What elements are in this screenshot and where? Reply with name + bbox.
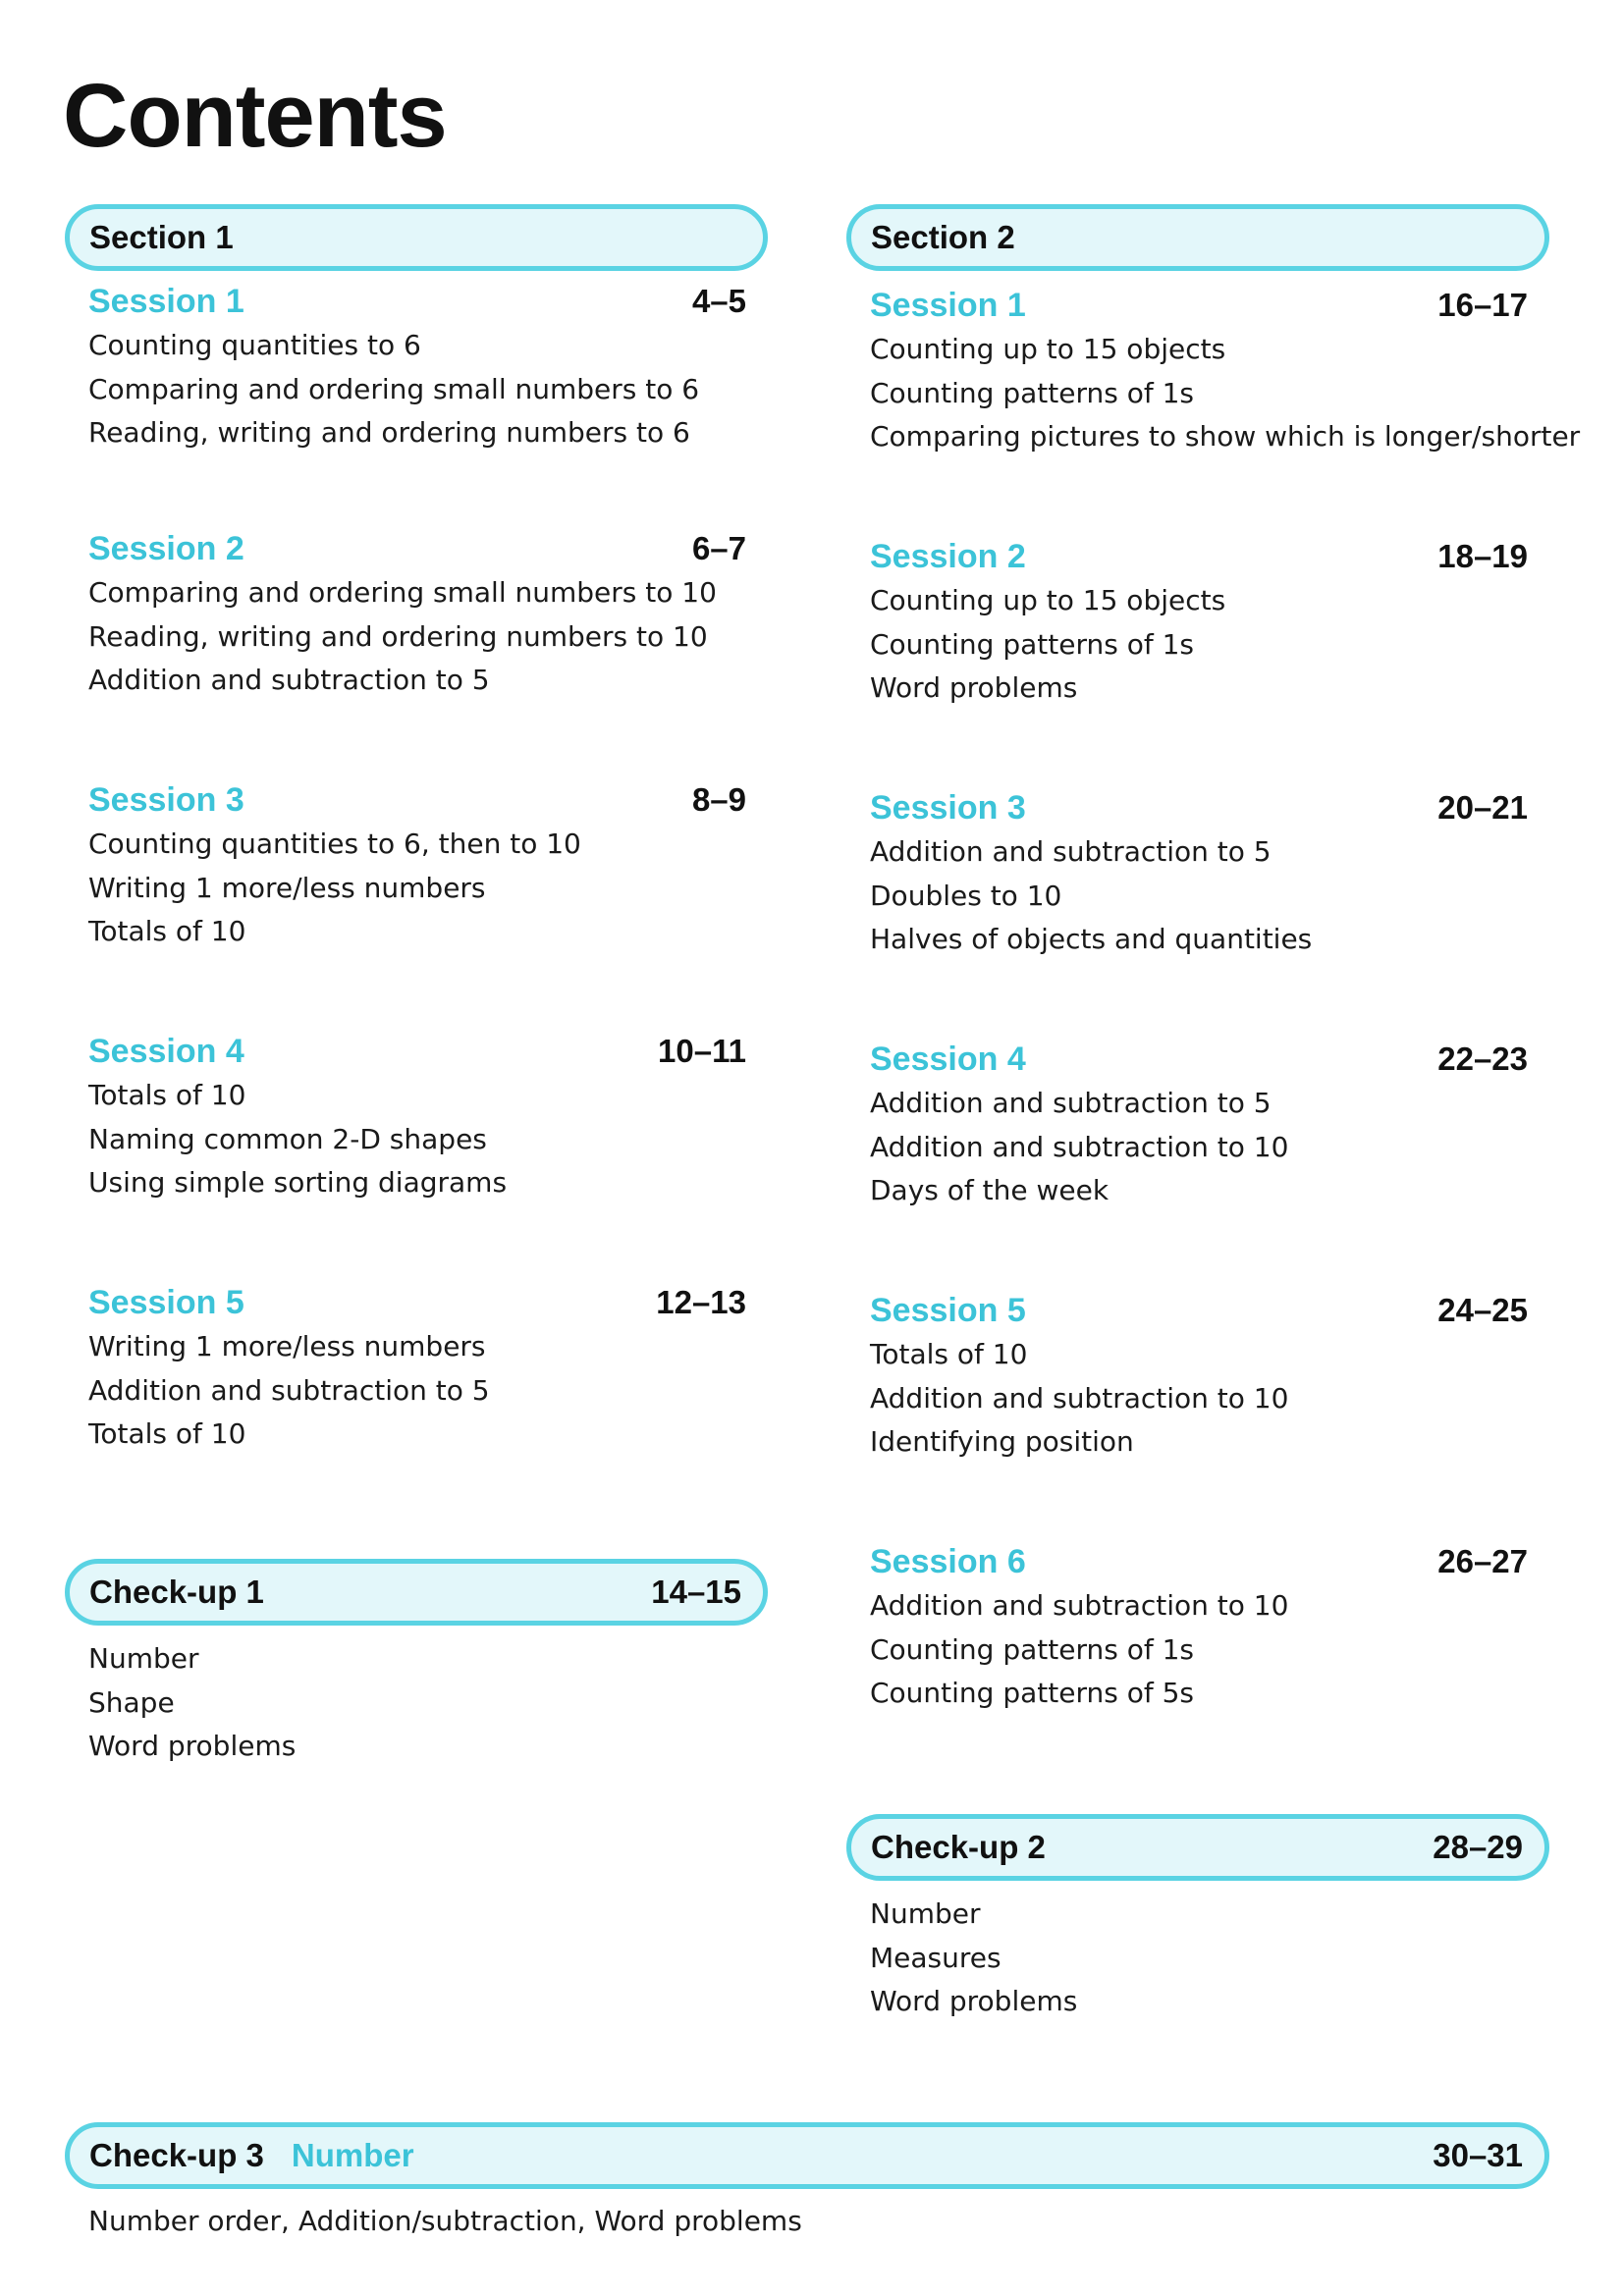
topic-item: Writing 1 more/less numbers bbox=[88, 871, 486, 904]
session-pages: 18–19 bbox=[1437, 538, 1528, 574]
section-1-session-3[interactable] bbox=[88, 777, 746, 954]
topic-item: Comparing and ordering small numbers to 10 bbox=[88, 576, 717, 609]
session-title[interactable]: Session 3 bbox=[88, 780, 244, 819]
session-title[interactable]: Session 2 bbox=[870, 537, 1026, 575]
topic-item: Naming common 2-D shapes bbox=[88, 1122, 487, 1155]
checkup-2[interactable] bbox=[846, 1814, 1549, 2024]
section-1-header bbox=[65, 204, 768, 271]
checkup-3-subtitle: Number bbox=[291, 2137, 414, 2173]
section-2-label: Section 2 bbox=[871, 219, 1015, 255]
topic-item: Number bbox=[870, 1897, 981, 1930]
topic-item: Reading, writing and ordering numbers to 6 bbox=[88, 416, 690, 449]
topic-item: Comparing pictures to show which is longer/shorter bbox=[870, 420, 1581, 453]
session-title[interactable]: Session 5 bbox=[88, 1283, 244, 1321]
section-2-header bbox=[846, 204, 1549, 271]
topic-item: Counting quantities to 6 bbox=[88, 329, 421, 361]
topic-item: Word problems bbox=[870, 1985, 1078, 2017]
section-1-session-5[interactable] bbox=[88, 1280, 746, 1457]
section-1-session-1[interactable] bbox=[88, 279, 746, 455]
page-title: Contents bbox=[63, 66, 447, 166]
topic-item: Addition and subtraction to 5 bbox=[870, 1087, 1272, 1119]
section-1-session-4[interactable] bbox=[88, 1029, 746, 1205]
topic-item: Counting patterns of 1s bbox=[870, 376, 1195, 409]
section-1-label: Section 1 bbox=[89, 219, 234, 255]
session-pages: 26–27 bbox=[1437, 1543, 1528, 1579]
section-2-session-1[interactable] bbox=[870, 283, 1581, 459]
session-title[interactable]: Session 1 bbox=[870, 286, 1026, 324]
topic-item: Days of the week bbox=[870, 1174, 1110, 1206]
checkup-3[interactable] bbox=[65, 2122, 1549, 2189]
checkup-2-pages: 28–29 bbox=[1433, 1829, 1523, 1865]
session-title[interactable]: Session 3 bbox=[870, 788, 1026, 827]
topic-item: Totals of 10 bbox=[88, 1417, 246, 1450]
session-pages: 22–23 bbox=[1437, 1041, 1528, 1077]
topic-item: Addition and subtraction to 5 bbox=[870, 835, 1272, 868]
session-pages: 12–13 bbox=[656, 1284, 746, 1320]
topic-item: Addition and subtraction to 5 bbox=[88, 664, 490, 696]
topic-item: Counting quantities to 6, then to 10 bbox=[88, 828, 581, 860]
checkup-3-description: Number order, Addition/subtraction, Word problems bbox=[88, 2205, 802, 2237]
topic-item: Counting up to 15 objects bbox=[870, 333, 1226, 365]
session-title[interactable]: Session 2 bbox=[88, 529, 244, 567]
section-1-session-2[interactable] bbox=[88, 526, 746, 703]
topic-item: Number bbox=[88, 1642, 199, 1675]
checkup-3-header[interactable] bbox=[65, 2122, 1549, 2189]
section-2-session-3[interactable] bbox=[870, 785, 1528, 962]
topic-item: Writing 1 more/less numbers bbox=[88, 1330, 486, 1362]
topic-item: Addition and subtraction to 5 bbox=[88, 1373, 490, 1407]
topic-item: Totals of 10 bbox=[88, 915, 246, 947]
topic-item: Halves of objects and quantities bbox=[870, 923, 1313, 955]
session-pages: 6–7 bbox=[691, 530, 746, 566]
session-pages: 20–21 bbox=[1437, 789, 1528, 826]
session-title[interactable]: Session 5 bbox=[870, 1291, 1026, 1329]
topic-item: Word problems bbox=[870, 671, 1078, 704]
session-title[interactable]: Session 4 bbox=[88, 1032, 244, 1070]
topic-item: Word problems bbox=[88, 1730, 297, 1762]
section-2-session-6[interactable] bbox=[870, 1539, 1528, 1716]
checkup-1-pages: 14–15 bbox=[651, 1574, 741, 1610]
topic-item: Identifying position bbox=[870, 1425, 1134, 1458]
topic-item: Counting patterns of 5s bbox=[870, 1677, 1195, 1709]
checkup-2-label: Check-up 2 bbox=[871, 1829, 1046, 1865]
topic-item: Reading, writing and ordering numbers to 10 bbox=[88, 619, 708, 653]
topic-item: Using simple sorting diagrams bbox=[88, 1166, 508, 1199]
topic-item: Shape bbox=[88, 1685, 175, 1719]
checkup-2-header[interactable] bbox=[846, 1814, 1549, 1881]
section-2-session-2[interactable] bbox=[870, 534, 1528, 711]
session-pages: 4–5 bbox=[691, 283, 746, 319]
topic-item: Counting patterns of 1s bbox=[870, 627, 1195, 661]
topic-item: Counting patterns of 1s bbox=[870, 1632, 1195, 1666]
topic-item: Addition and subtraction to 10 bbox=[870, 1381, 1289, 1415]
topic-item: Comparing and ordering small numbers to 6 bbox=[88, 372, 700, 405]
session-title[interactable]: Session 1 bbox=[88, 282, 244, 320]
checkup-1-header[interactable] bbox=[65, 1559, 768, 1626]
session-pages: 8–9 bbox=[691, 781, 746, 818]
section-2-session-5[interactable] bbox=[870, 1288, 1528, 1465]
session-pages: 24–25 bbox=[1437, 1292, 1528, 1328]
topic-item: Totals of 10 bbox=[88, 1079, 246, 1111]
checkup-1-label: Check-up 1 bbox=[89, 1574, 264, 1610]
topic-item: Addition and subtraction to 10 bbox=[870, 1589, 1289, 1622]
checkup-3-label: Check-up 3 bbox=[89, 2137, 264, 2173]
topic-item: Totals of 10 bbox=[870, 1338, 1028, 1370]
checkup-3-pages: 30–31 bbox=[1433, 2137, 1523, 2173]
topic-item: Counting up to 15 objects bbox=[870, 584, 1226, 616]
section-1-column bbox=[65, 204, 768, 1762]
session-title[interactable]: Session 4 bbox=[870, 1040, 1026, 1078]
session-title[interactable]: Session 6 bbox=[870, 1542, 1026, 1580]
topic-item: Doubles to 10 bbox=[870, 879, 1062, 912]
session-pages: 16–17 bbox=[1437, 287, 1528, 323]
section-2-session-4[interactable] bbox=[870, 1037, 1528, 1213]
topic-item: Addition and subtraction to 10 bbox=[870, 1130, 1289, 1163]
session-pages: 10–11 bbox=[658, 1033, 746, 1069]
checkup-1[interactable] bbox=[65, 1559, 768, 1769]
topic-item: Measures bbox=[870, 1941, 1001, 1974]
section-2-column bbox=[846, 204, 1581, 2017]
